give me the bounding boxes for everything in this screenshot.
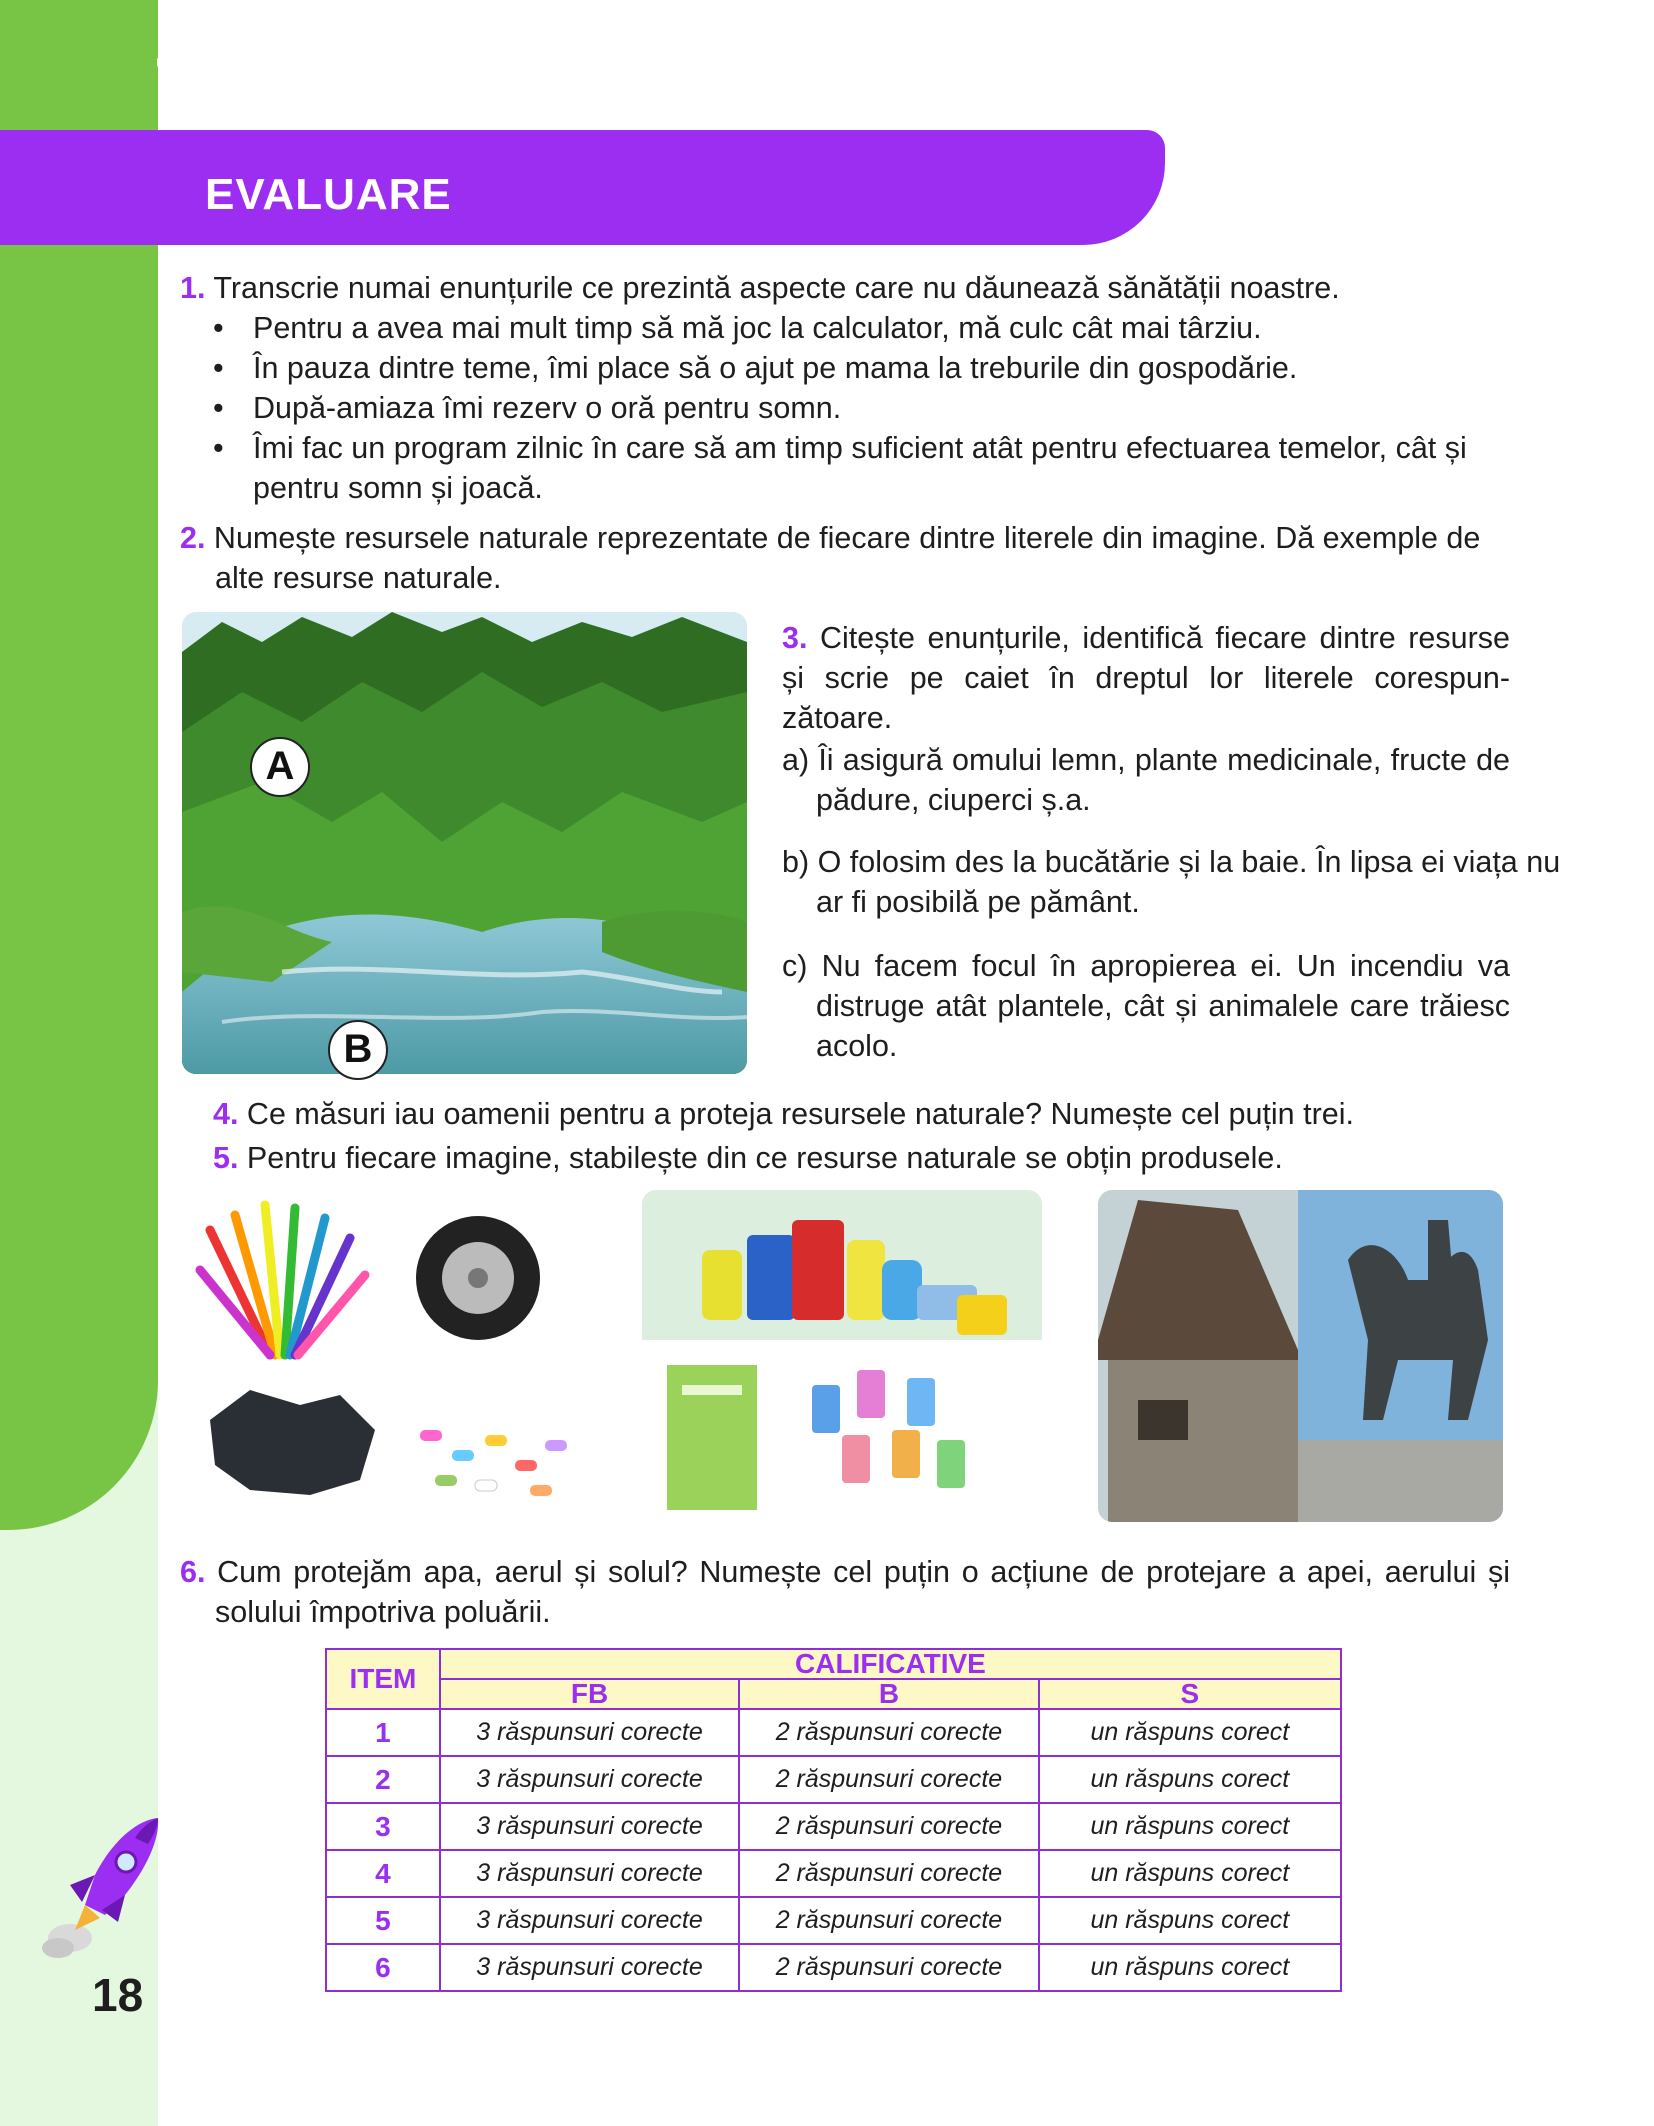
item-number: 3	[326, 1803, 440, 1850]
question-2-line-2: alte resurse naturale.	[215, 561, 502, 595]
table-header-row	[326, 1649, 1341, 1679]
question-number: 5.	[213, 1141, 239, 1175]
question-4	[213, 1094, 1354, 1134]
column-header-s: S	[1039, 1679, 1341, 1709]
house-statue-illustration	[1098, 1190, 1503, 1522]
q1-bullet-2: • În pauza dintre teme, îmi place să o ajut pe mama la treburile din gospodărie.	[253, 348, 1297, 388]
item-number: 1	[326, 1709, 440, 1756]
q3-item-c-line-3: acolo.	[816, 1029, 898, 1063]
fb-cell: 3 răspunsuri corecte	[440, 1944, 739, 1991]
q1-bullet-1: • Pentru a avea mai mult timp să mă joc la calculator, mă culc cât mai târziu.	[253, 308, 1262, 348]
question-3-line-3: zătoare.	[782, 701, 893, 735]
question-text: Citește enunțurile, identifică fiecare dintre resurse	[819, 621, 1510, 655]
q3-item-c-line-2: distruge atât plantele, cât și animalele care trăiesc	[816, 989, 1510, 1023]
s-cell: un răspuns corect	[1039, 1850, 1341, 1897]
header-band	[0, 130, 1165, 245]
page-title: EVALUARE	[205, 170, 452, 219]
b-cell: 2 răspunsuri corecte	[739, 1944, 1038, 1991]
cleaning-products-cans-illustration	[642, 1190, 1042, 1522]
s-cell: un răspuns corect	[1039, 1756, 1341, 1803]
column-header-fb: FB	[440, 1679, 739, 1709]
question-3-line-2: și scrie pe caiet în dreptul lor literele corespun-	[782, 661, 1510, 695]
q3-item-b-line-2: ar fi posibilă pe pământ.	[816, 885, 1140, 919]
question-text: Pentru fiecare imagine, stabilește din ce resurse naturale se obțin produsele.	[246, 1141, 1283, 1175]
q3-item-c: c) Nu facem focul în apropierea ei. Un incendiu va	[782, 949, 1510, 983]
forest-river-illustration	[182, 612, 747, 1074]
table-row	[326, 1897, 1341, 1944]
q3-item-a-line-2: pădure, ciuperci ș.a.	[816, 783, 1091, 817]
q1-bullet-3: • După-amiaza îmi rezerv o oră pentru somn.	[253, 388, 841, 428]
forest-river-image	[182, 612, 747, 1074]
column-header-b: B	[739, 1679, 1038, 1709]
table-row	[326, 1944, 1341, 1991]
q3-item-a: a) Îi asigură omului lemn, plante medicinale, fructe de	[782, 743, 1510, 777]
s-cell: un răspuns corect	[1039, 1897, 1341, 1944]
fb-cell: 3 răspunsuri corecte	[440, 1756, 739, 1803]
products-image-1	[190, 1190, 590, 1522]
table-subheader-row	[326, 1679, 1341, 1709]
products-image-2	[642, 1190, 1042, 1522]
question-text: Cum protejăm apa, aerul și solul? Numește cel puțin o acțiune de protejare a apei, aerului și	[217, 1555, 1510, 1589]
question-number: 6.	[180, 1555, 206, 1589]
item-number: 2	[326, 1756, 440, 1803]
question-1	[180, 268, 1340, 308]
question-number: 1.	[180, 271, 206, 305]
calificative-header: CALIFICATIVE	[440, 1649, 1341, 1679]
item-number: 4	[326, 1850, 440, 1897]
b-cell: 2 răspunsuri corecte	[739, 1756, 1038, 1803]
question-6	[180, 1552, 1510, 1592]
s-cell: un răspuns corect	[1039, 1709, 1341, 1756]
b-cell: 2 răspunsuri corecte	[739, 1709, 1038, 1756]
b-cell: 2 răspunsuri corecte	[739, 1897, 1038, 1944]
item-header: ITEM	[326, 1649, 440, 1709]
table-row	[326, 1803, 1341, 1850]
question-number: 4.	[213, 1097, 239, 1131]
question-5	[213, 1138, 1283, 1178]
pencils-tire-coal-pills-illustration	[190, 1190, 590, 1522]
q1-bullet-4: • Îmi fac un program zilnic în care să am timp suficient atât pentru efectuarea temelor, cât și	[253, 428, 1467, 468]
image-tag-b: B	[328, 1020, 388, 1080]
grading-table	[325, 1648, 1342, 1992]
fb-cell: 3 răspunsuri corecte	[440, 1850, 739, 1897]
table-row	[326, 1850, 1341, 1897]
table-row	[326, 1709, 1341, 1756]
item-number: 6	[326, 1944, 440, 1991]
s-cell: un răspuns corect	[1039, 1944, 1341, 1991]
q3-item-b: b) O folosim des la bucătărie și la baie. În lipsa ei viața nu	[782, 845, 1561, 879]
question-text: Transcrie numai enunțurile ce prezintă aspecte care nu dăunează sănătății noastre.	[213, 271, 1340, 305]
b-cell: 2 răspunsuri corecte	[739, 1803, 1038, 1850]
question-number: 2.	[180, 521, 206, 555]
question-text: Ce măsuri iau oamenii pentru a proteja resursele naturale? Numește cel puțin trei.	[246, 1097, 1354, 1131]
question-3	[782, 618, 1510, 658]
fb-cell: 3 răspunsuri corecte	[440, 1803, 739, 1850]
unit-number: 1	[146, 47, 206, 79]
b-cell: 2 răspunsuri corecte	[739, 1850, 1038, 1897]
s-cell: un răspuns corect	[1039, 1803, 1341, 1850]
products-image-3	[1098, 1190, 1503, 1522]
rocket-icon	[40, 1810, 170, 1960]
question-2	[180, 518, 1480, 558]
q1-bullet-4-continued: pentru somn și joacă.	[253, 471, 543, 505]
question-number: 3.	[782, 621, 808, 655]
table-row	[326, 1756, 1341, 1803]
page-number: 18	[92, 1969, 144, 2021]
fb-cell: 3 răspunsuri corecte	[440, 1709, 739, 1756]
image-tag-a: A	[250, 737, 310, 797]
item-number: 5	[326, 1897, 440, 1944]
question-6-line-2: solului împotriva poluării.	[215, 1595, 551, 1629]
question-text: Numește resursele naturale reprezentate de fiecare dintre literele din imagine. Dă exemple de	[213, 521, 1481, 555]
fb-cell: 3 răspunsuri corecte	[440, 1897, 739, 1944]
